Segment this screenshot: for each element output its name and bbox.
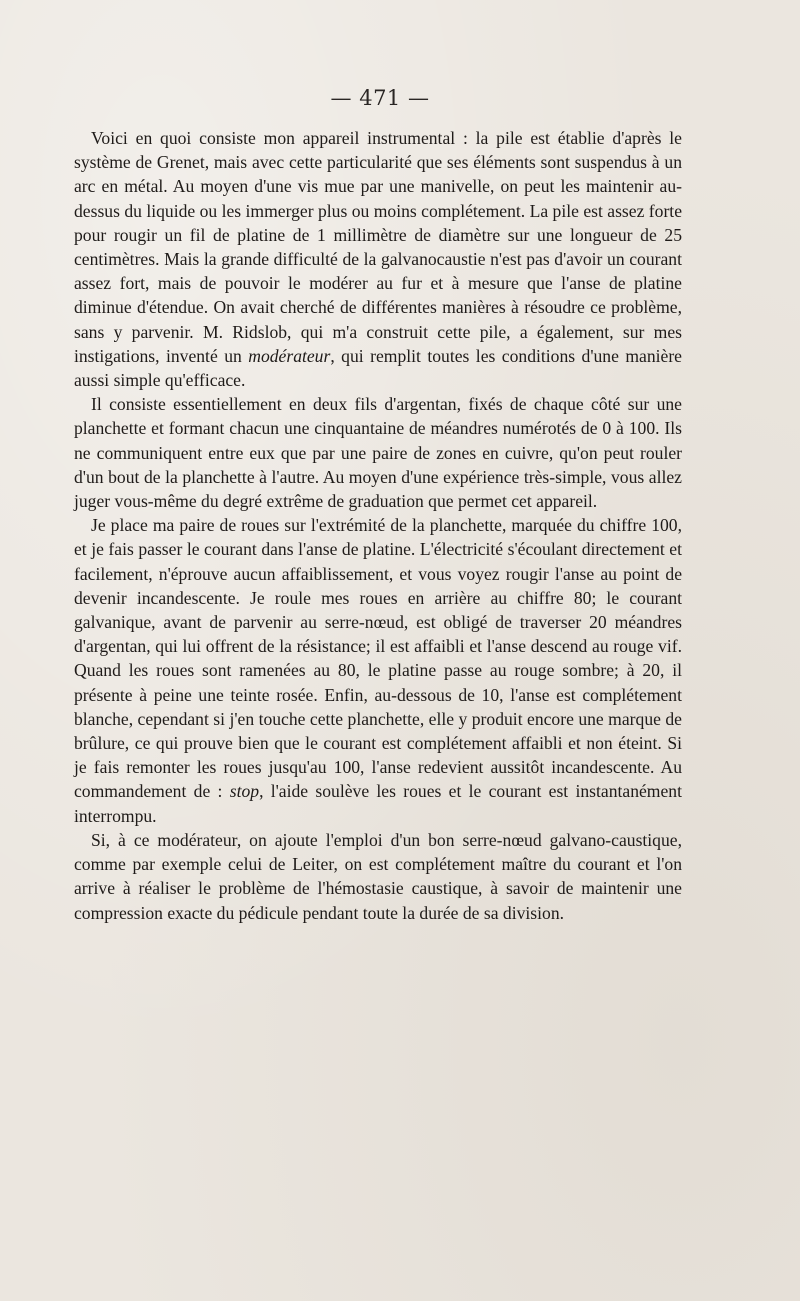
paragraph-4 [74,828,682,925]
paragraph-3-text-after: , l'aide soulève les roues et le courant est instantanément interrompu. [74,781,682,826]
page-number: — 471 — [330,86,430,110]
paragraph-1-text-after: , qui remplit toutes les conditions d'une manière aussi simple qu'efficace. [74,345,682,391]
paragraph-3-italic: stop [229,781,260,802]
paragraph-3-text: Je place ma paire de roues sur l'extrémité de la planchette, marquée du chiffre 100, et je fais passer le courant dans l'anse de platine. L'électricité s'écoulant directement et facilement, n'éprouve aucun affaiblissement, et vous voyez rougir l'anse au point de devenir incandescente. Je roule mes roues en arrière au chiffre 80; le courant galvanique, avant de parvenir au serre-nœud, est obligé de traverser 20 méandres d'argentan, qui lui offrent de la résistance; il est affaibli et l'anse descend au rouge vif. Quand les roues sont ramenées au 80, le platine passe au rouge sombre; à 20, il présente à peine une teinte rosée. Enfin, au-dessous de 10, l'anse est complétement blanche, cependant si j'en touche cette planchette, elle y produit encore une marque de brûlure, ce qui prouve bien que le courant est complétement affaibli et non éteint. Si je fais remonter les roues jusqu'au 100, l'anse redevient aussitôt incandescente. Au commandement de : [74,515,682,802]
paragraph-3 [74,513,682,828]
paragraph-1-italic: modérateur [248,345,331,366]
paragraph-2-text: Il consiste essentiellement en deux fils d'argentan, fixés de chaque côté sur une planchette et formant chacun une cinquantaine de méandres numérotés de 0 à 100. Ils ne communiquent entre eux que par une paire de zones en cuivre, qu'on peut rouler d'un bout de la planchette à l'autre. Au moyen d'une expérience très-simple, vous allez juger vous-même du degré extrême de graduation que permet cet appareil. [74,394,682,512]
paragraph-1-text: Voici en quoi consiste mon appareil instrumental : la pile est établie d'après le système de Grenet, mais avec cette particularité que ses éléments sont suspendus à un arc en métal. Au moyen d'une vis mue par une manivelle, on peut les maintenir au-dessus du liquide ou les immerger plus ou moins complétement. La pile est assez forte pour rougir un fil de platine de 1 millimètre de diamètre sur une longueur de 25 centimètres. Mais la grande difficulté de la galvanocaustie n'est pas d'avoir un courant assez fort, mais de pouvoir le modérer au fur et à mesure que l'anse de platine diminue d'étendue. On avait cherché de différentes manières à résoudre ce problème, sans y parvenir. M. Ridslob, qui m'a construit cette pile, a également, sur mes instigations, inventé un [74,128,682,366]
paragraph-2 [74,392,682,513]
paragraph-1 [74,126,682,392]
body-text [74,126,682,925]
paragraph-4-text: Si, à ce modérateur, on ajoute l'emploi d'un bon serre-nœud galvano-caustique, comme par exemple celui de Leiter, on est complétement maître du courant et l'on arrive à réaliser le problème de l'hémostasie caustique, à savoir de maintenir une compression exacte du pédicule pendant toute la durée de sa division. [74,829,682,923]
